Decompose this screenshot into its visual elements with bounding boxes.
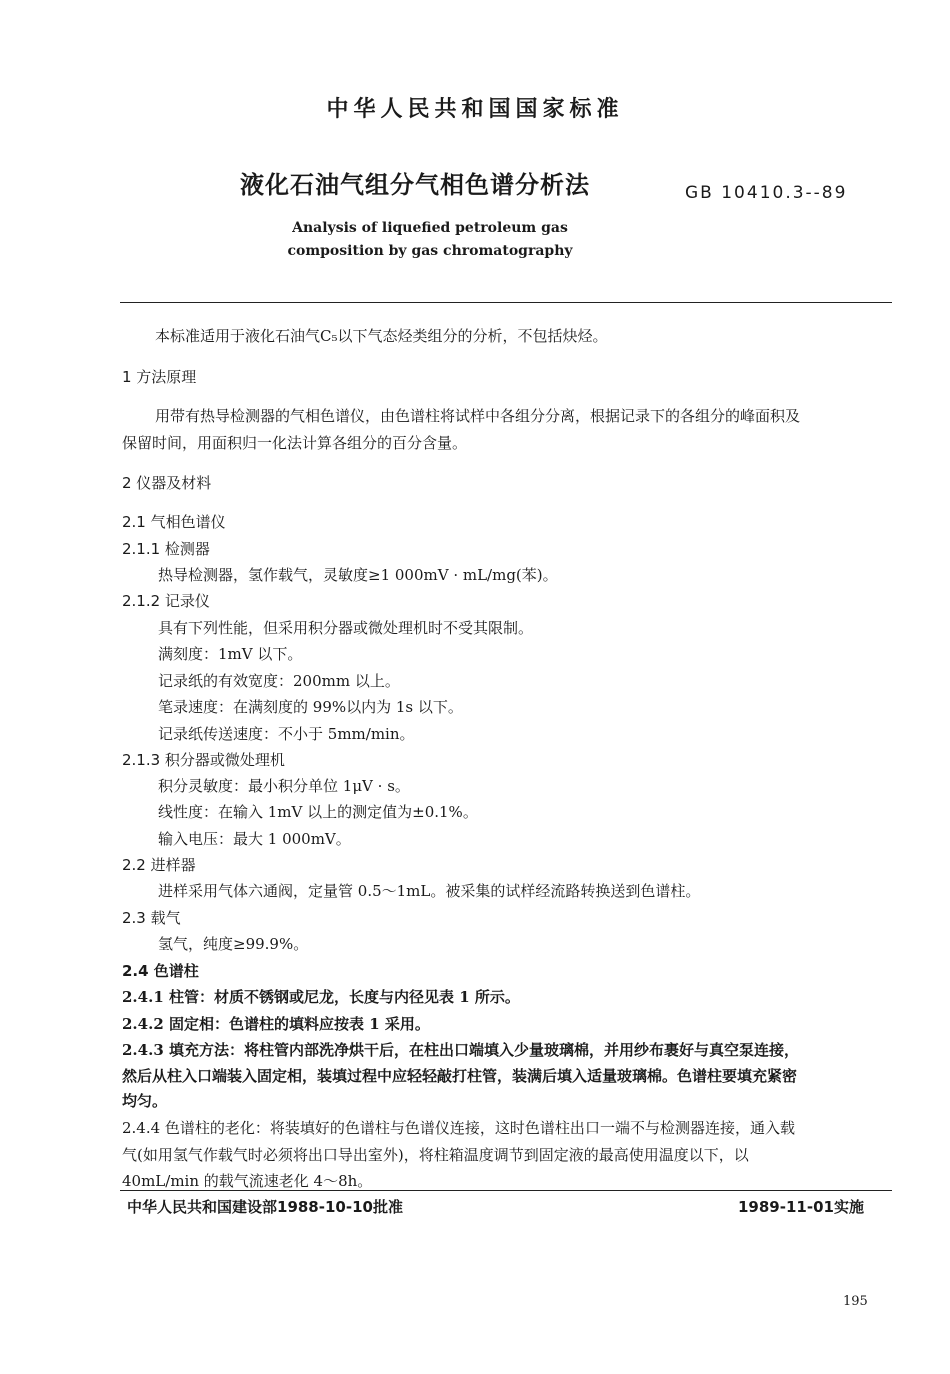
section-1-text-line-2: 保留时间，用面积归一化法计算各组分的百分含量。 bbox=[122, 434, 468, 452]
section-2-1-2-text-2: 满刻度：1mV 以下。 bbox=[158, 645, 303, 663]
page-number: 195 bbox=[843, 1294, 868, 1309]
section-2-1-2-text-5: 记录纸传送速度：不小于 5mm/min。 bbox=[158, 725, 415, 743]
section-2-3-heading: 2.3 载气 bbox=[122, 909, 181, 927]
section-2-1-1-text: 热导检测器，氢作载气，灵敏度≥1 000mV · mL/mg(苯)。 bbox=[158, 566, 558, 584]
section-2-4-1-text: 2.4.1 柱管：材质不锈钢或尼龙，长度与内径见表 1 所示。 bbox=[122, 988, 520, 1006]
section-2-4-4-line-3: 40mL/min 的载气流速老化 4～8h。 bbox=[122, 1172, 373, 1190]
footer-divider bbox=[120, 1190, 892, 1191]
section-2-1-1-heading: 2.1.1 检测器 bbox=[122, 540, 210, 558]
section-2-1-3-heading: 2.1.3 积分器或微处理机 bbox=[122, 751, 285, 769]
english-title-line-1: Analysis of liquefied petroleum gas bbox=[292, 220, 568, 236]
section-2-4-3-line-1: 2.4.3 填充方法：将柱管内部洗净烘干后，在柱出口端填入少量玻璃棉，并用纱布裹好与真空泵连接， bbox=[122, 1041, 799, 1059]
top-divider bbox=[120, 302, 892, 303]
section-1-heading: 1 方法原理 bbox=[122, 368, 197, 386]
section-2-2-text: 进样采用气体六通阀，定量管 0.5～1mL。被采集的试样经流路转换送到色谱柱。 bbox=[158, 882, 701, 900]
section-2-4-4-line-1: 2.4.4 色谱柱的老化：将装填好的色谱柱与色谱仪连接，这时色谱柱出口一端不与检测器连接，通入载 bbox=[122, 1119, 795, 1137]
document-title: 液化石油气组分气相色谱分析法 bbox=[240, 171, 590, 199]
section-2-4-3-line-2: 然后从柱入口端装入固定相，装填过程中应轻轻敲打柱管，装满后填入适量玻璃棉。色谱柱要填充紧密 bbox=[122, 1067, 798, 1085]
section-2-1-3-text-3: 输入电压：最大 1 000mV。 bbox=[158, 830, 351, 848]
section-2-1-2-text-4: 笔录速度：在满刻度的 99%以内为 1s 以下。 bbox=[158, 698, 463, 716]
section-2-1-3-text-1: 积分灵敏度：最小积分单位 1μV · s。 bbox=[158, 777, 410, 795]
section-1-text-line-1: 用带有热导检测器的气相色谱仪，由色谱柱将试样中各组分分离，根据记录下的各组分的峰面积及 bbox=[155, 407, 801, 425]
english-title-line-2: composition by gas chromatography bbox=[287, 243, 573, 259]
section-2-1-2-text-3: 记录纸的有效宽度：200mm 以上。 bbox=[158, 672, 400, 690]
approval-line: 中华人民共和国建设部1988-10-10批准 bbox=[127, 1198, 403, 1216]
section-2-4-4-line-2: 气(如用氢气作载气时必须将出口导出室外)，将柱箱温度调节到固定液的最高使用温度以下，以 bbox=[122, 1146, 749, 1164]
section-2-2-heading: 2.2 进样器 bbox=[122, 856, 196, 874]
section-2-1-2-heading: 2.1.2 记录仪 bbox=[122, 592, 210, 610]
standard-header: 中华人民共和国国家标准 bbox=[326, 97, 624, 122]
section-2-4-heading: 2.4 色谱柱 bbox=[122, 962, 199, 980]
section-2-1-2-text-1: 具有下列性能，但采用积分器或微处理机时不受其限制。 bbox=[158, 619, 534, 637]
section-2-heading: 2 仪器及材料 bbox=[122, 474, 212, 492]
section-2-4-3-line-3: 均匀。 bbox=[122, 1092, 168, 1110]
section-2-4-2-text: 2.4.2 固定相：色谱柱的填料应按表 1 采用。 bbox=[122, 1015, 430, 1033]
section-2-1-heading: 2.1 气相色谱仪 bbox=[122, 513, 226, 531]
standard-number: GB 10410.3--89 bbox=[685, 183, 848, 203]
implementation-date: 1989-11-01实施 bbox=[738, 1198, 864, 1216]
section-2-1-3-text-2: 线性度：在输入 1mV 以上的测定值为±0.1%。 bbox=[158, 803, 478, 821]
section-2-3-text: 氢气，纯度≥99.9%。 bbox=[158, 935, 309, 953]
scope-paragraph: 本标准适用于液化石油气C₅以下气态烃类组分的分析，不包括炔烃。 bbox=[155, 327, 608, 345]
